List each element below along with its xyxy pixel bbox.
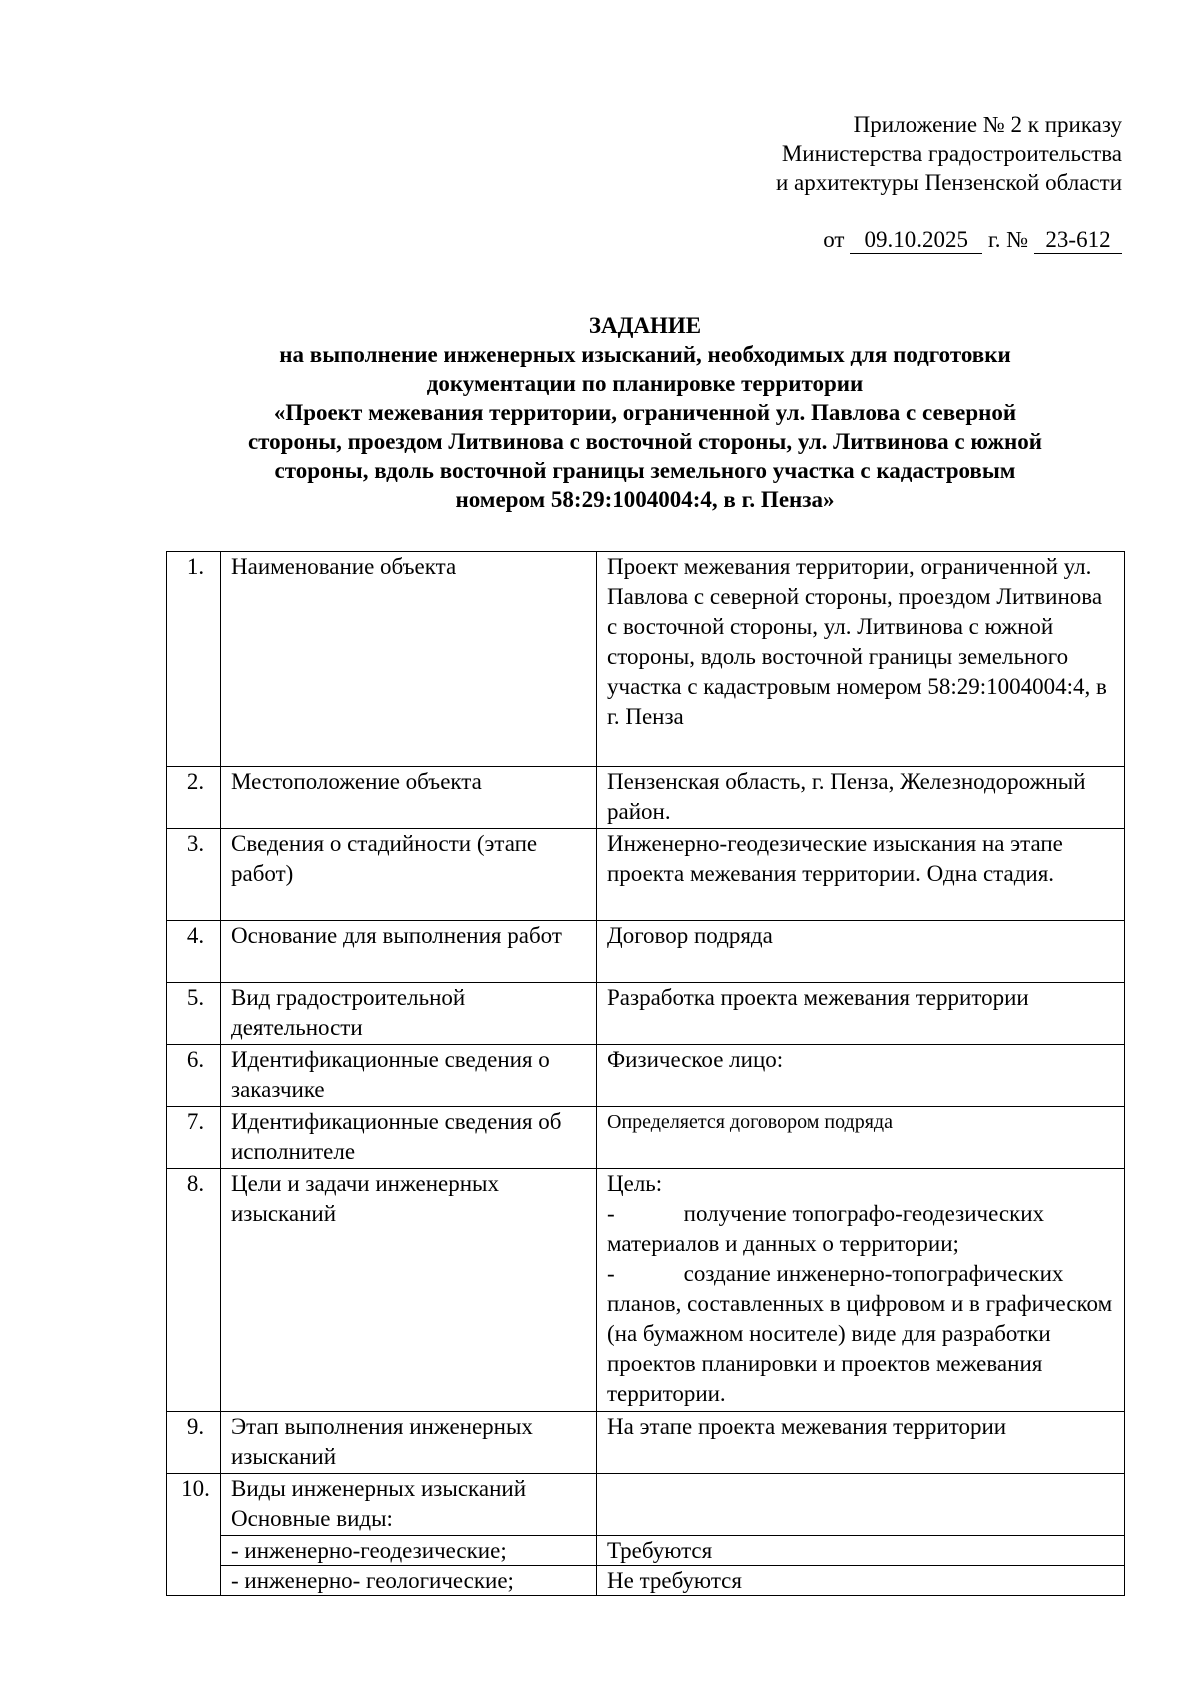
- row-value: [597, 1474, 1125, 1536]
- row-value: Физическое лицо:: [597, 1045, 1125, 1107]
- row-label: Местоположение объекта: [221, 767, 597, 829]
- row-number: 8.: [167, 1169, 221, 1412]
- appendix-line: и архитектуры Пензенской области: [775, 170, 1122, 195]
- title-line: стороны, вдоль восточной границы земельного участка с кадастровым: [274, 458, 1016, 483]
- order-reference: [823, 225, 1122, 255]
- table-row: [167, 552, 1125, 767]
- row-value: Не требуются: [597, 1566, 1125, 1596]
- row-label: Идентификационные сведения о заказчике: [221, 1045, 597, 1107]
- document-title: [150, 311, 1140, 514]
- appendix-line: Министерства градостроительства: [781, 141, 1122, 166]
- row-label: Виды инженерных изысканий Основные виды:: [221, 1474, 597, 1536]
- row-number: 9.: [167, 1412, 221, 1474]
- assignment-table: [166, 551, 1125, 1596]
- row-number: 6.: [167, 1045, 221, 1107]
- row-label: - инженерно-геодезические;: [221, 1536, 597, 1566]
- title-line: номером 58:29:1004004:4, в г. Пенза»: [455, 487, 835, 512]
- goal-item: - получение топографо-геодезических материалов и данных о территории;: [607, 1201, 1045, 1256]
- goal-item: - создание инженерно-топографических планов, составленных в цифровом и в графическом (на бумажном носителе) виде для разработки проектов планировки и проектов межевания территории.: [607, 1261, 1113, 1406]
- row-label: Сведения о стадийности (этапе работ): [221, 829, 597, 921]
- table-row: [167, 1169, 1125, 1412]
- row-value: Проект межевания территории, ограниченной ул. Павлова с северной стороны, проездом Литвинова с восточной стороны, ул. Литвинова с южной стороны, вдоль восточной границы земельного участка с кадастровым номером 58:29:1004004:4, в г. Пенза: [597, 552, 1125, 767]
- row-number: 1.: [167, 552, 221, 767]
- row-label: Наименование объекта: [221, 552, 597, 767]
- row-label: Вид градостроительной деятельности: [221, 983, 597, 1045]
- row-value: Требуются: [597, 1536, 1125, 1566]
- appendix-block: [602, 110, 1122, 197]
- order-year-suffix: г.: [987, 227, 1001, 252]
- title-heading: ЗАДАНИЕ: [588, 313, 702, 338]
- table-row: [167, 1474, 1125, 1536]
- row-value: Пензенская область, г. Пенза, Железнодорожный район.: [597, 767, 1125, 829]
- title-line: «Проект межевания территории, ограниченной ул. Павлова с северной: [273, 400, 1017, 425]
- title-line: на выполнение инженерных изысканий, необходимых для подготовки: [279, 342, 1011, 367]
- row-number: 2.: [167, 767, 221, 829]
- table-row: [167, 1045, 1125, 1107]
- table-row: [167, 921, 1125, 983]
- table-row: [167, 983, 1125, 1045]
- row-label: Идентификационные сведения об исполнителе: [221, 1107, 597, 1169]
- order-date: 09.10.2025: [850, 227, 982, 254]
- row-number: 3.: [167, 829, 221, 921]
- title-line: стороны, проездом Литвинова с восточной стороны, ул. Литвинова с южной: [247, 429, 1043, 454]
- order-number: 23-612: [1034, 227, 1122, 254]
- row-value: На этапе проекта межевания территории: [597, 1412, 1125, 1474]
- table-subrow: [167, 1566, 1125, 1596]
- title-line: документации по планировке территории: [426, 371, 864, 396]
- row-value: Определяется договором подряда: [597, 1107, 1125, 1169]
- row-number: 5.: [167, 983, 221, 1045]
- row-label: - инженерно- геологические;: [221, 1566, 597, 1596]
- table-row: [167, 1107, 1125, 1169]
- order-from-label: от: [823, 227, 845, 252]
- row-label: Цели и задачи инженерных изысканий: [221, 1169, 597, 1412]
- appendix-line: Приложение № 2 к приказу: [853, 112, 1122, 137]
- row-value: Договор подряда: [597, 921, 1125, 983]
- order-number-label: №: [1006, 227, 1029, 252]
- row-value: [597, 1169, 1125, 1412]
- goal-label: Цель:: [607, 1171, 663, 1196]
- table-row: [167, 1412, 1125, 1474]
- row-label: Этап выполнения инженерных изысканий: [221, 1412, 597, 1474]
- table-row: [167, 829, 1125, 921]
- row-value: Разработка проекта межевания территории: [597, 983, 1125, 1045]
- row-number: 7.: [167, 1107, 221, 1169]
- row-label: Основание для выполнения работ: [221, 921, 597, 983]
- table-subrow: [167, 1536, 1125, 1566]
- row-number: 4.: [167, 921, 221, 983]
- table-row: [167, 767, 1125, 829]
- row-value: Инженерно-геодезические изыскания на этапе проекта межевания территории. Одна стадия.: [597, 829, 1125, 921]
- row-number: 10.: [167, 1474, 221, 1596]
